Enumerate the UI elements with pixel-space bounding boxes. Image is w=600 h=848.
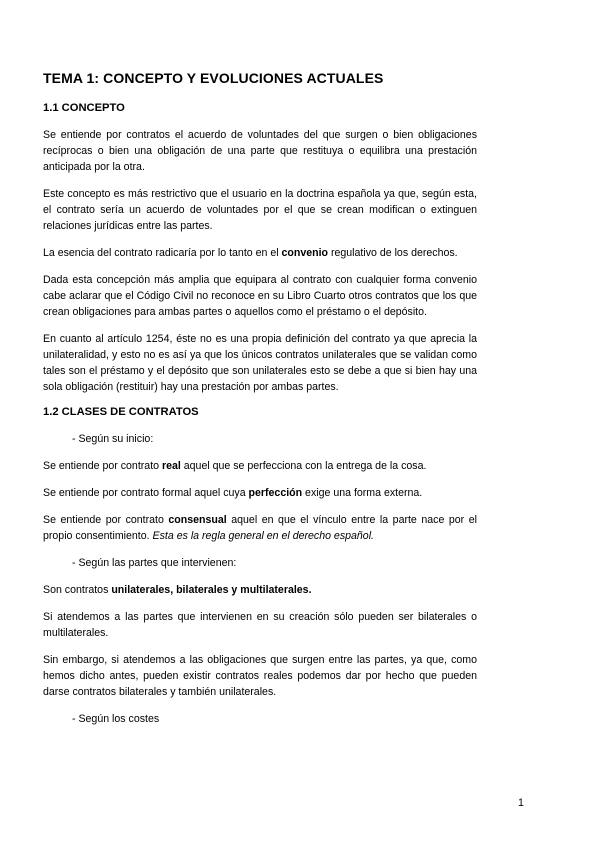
paragraph-real (43, 458, 477, 474)
section-heading-clases: 1.2 CLASES DE CONTRATOS (43, 406, 199, 418)
page-title: TEMA 1: CONCEPTO Y EVOLUCIONES ACTUALES (43, 70, 384, 86)
paragraph-concepcion: Dada esta concepción más amplia que equipara al contrato con cualquier forma convenio cabe aclarar que el Código Civil no reconoce en su Libro Cuarto otros contratos que los que crean obligaciones para ambas partes o aquellos como el préstamo o el depósito. (43, 274, 477, 318)
subsection-costes: - Según los costes (72, 713, 160, 725)
italic-note: Esta es la regla general en el derecho español. (152, 530, 374, 542)
subsection-inicio: - Según su inicio: (72, 433, 154, 445)
text: aquel en que el vínculo entre la parte nace por el propio consentimiento. (43, 514, 478, 542)
text: Se entiende por contrato formal aquel cuya (43, 487, 249, 499)
paragraph-consensual (43, 512, 477, 544)
page-number: 1 (518, 797, 524, 809)
document-body (43, 70, 477, 738)
bold-term: unilaterales, bilaterales y multilaterales. (111, 584, 312, 596)
text: Se entiende por contrato (43, 514, 169, 526)
bold-term: perfección (248, 487, 303, 499)
bold-term: consensual (168, 514, 227, 526)
paragraph-articulo: En cuanto al artículo 1254, éste no es una propia definición del contrato ya que aprecia la unilateralidad, y esto no es así ya que los únicos contratos unilaterales que se validan como tales son el préstamo y el depósito que son unilaterales esto se debe a que si bien hay una sola obligación (restituir) hay una prestación por ambas partes. (43, 333, 477, 393)
text: regulativo de los derechos. (328, 247, 458, 259)
bold-term: convenio (281, 247, 329, 259)
paragraph-restrictivo: Este concepto es más restrictivo que el usuario en la doctrina española ya que, según esta, el contrato sería un acuerdo de voluntades por el que se crean modifican o extinguen relaciones jurídicas entre las partes. (43, 188, 477, 232)
bold-term: real (161, 460, 181, 472)
text: Son contratos (43, 584, 112, 596)
text: aquel que se perfecciona con la entrega de la cosa. (180, 460, 427, 472)
paragraph-sin-embargo: Sin embargo, si atendemos a las obligaciones que surgen entre las partes, ya que, como hemos dicho antes, pueden existir contratos reales podemos dar por hecho que pueden darse contratos bilaterales y también unilaterales. (43, 654, 477, 698)
subsection-partes: - Según las partes que intervienen: (72, 557, 237, 569)
text: exige una forma externa. (302, 487, 423, 499)
paragraph-formal (43, 485, 477, 501)
section-heading-concepto: 1.1 CONCEPTO (43, 102, 125, 114)
paragraph-definicion: Se entiende por contratos el acuerdo de voluntades del que surgen o bien obligaciones recíprocas o bien una obligación de una parte que restituya o equilibra una prestación anticipada por la otra. (43, 129, 477, 173)
text: Se entiende por contrato (43, 460, 162, 472)
text: La esencia del contrato radicaría por lo tanto en el (43, 247, 282, 259)
paragraph-atendemos: Si atendemos a las partes que intervienen en su creación sólo pueden ser bilaterales o multilaterales. (43, 611, 477, 639)
paragraph-tipos (43, 582, 477, 598)
paragraph-esencia (43, 245, 477, 261)
